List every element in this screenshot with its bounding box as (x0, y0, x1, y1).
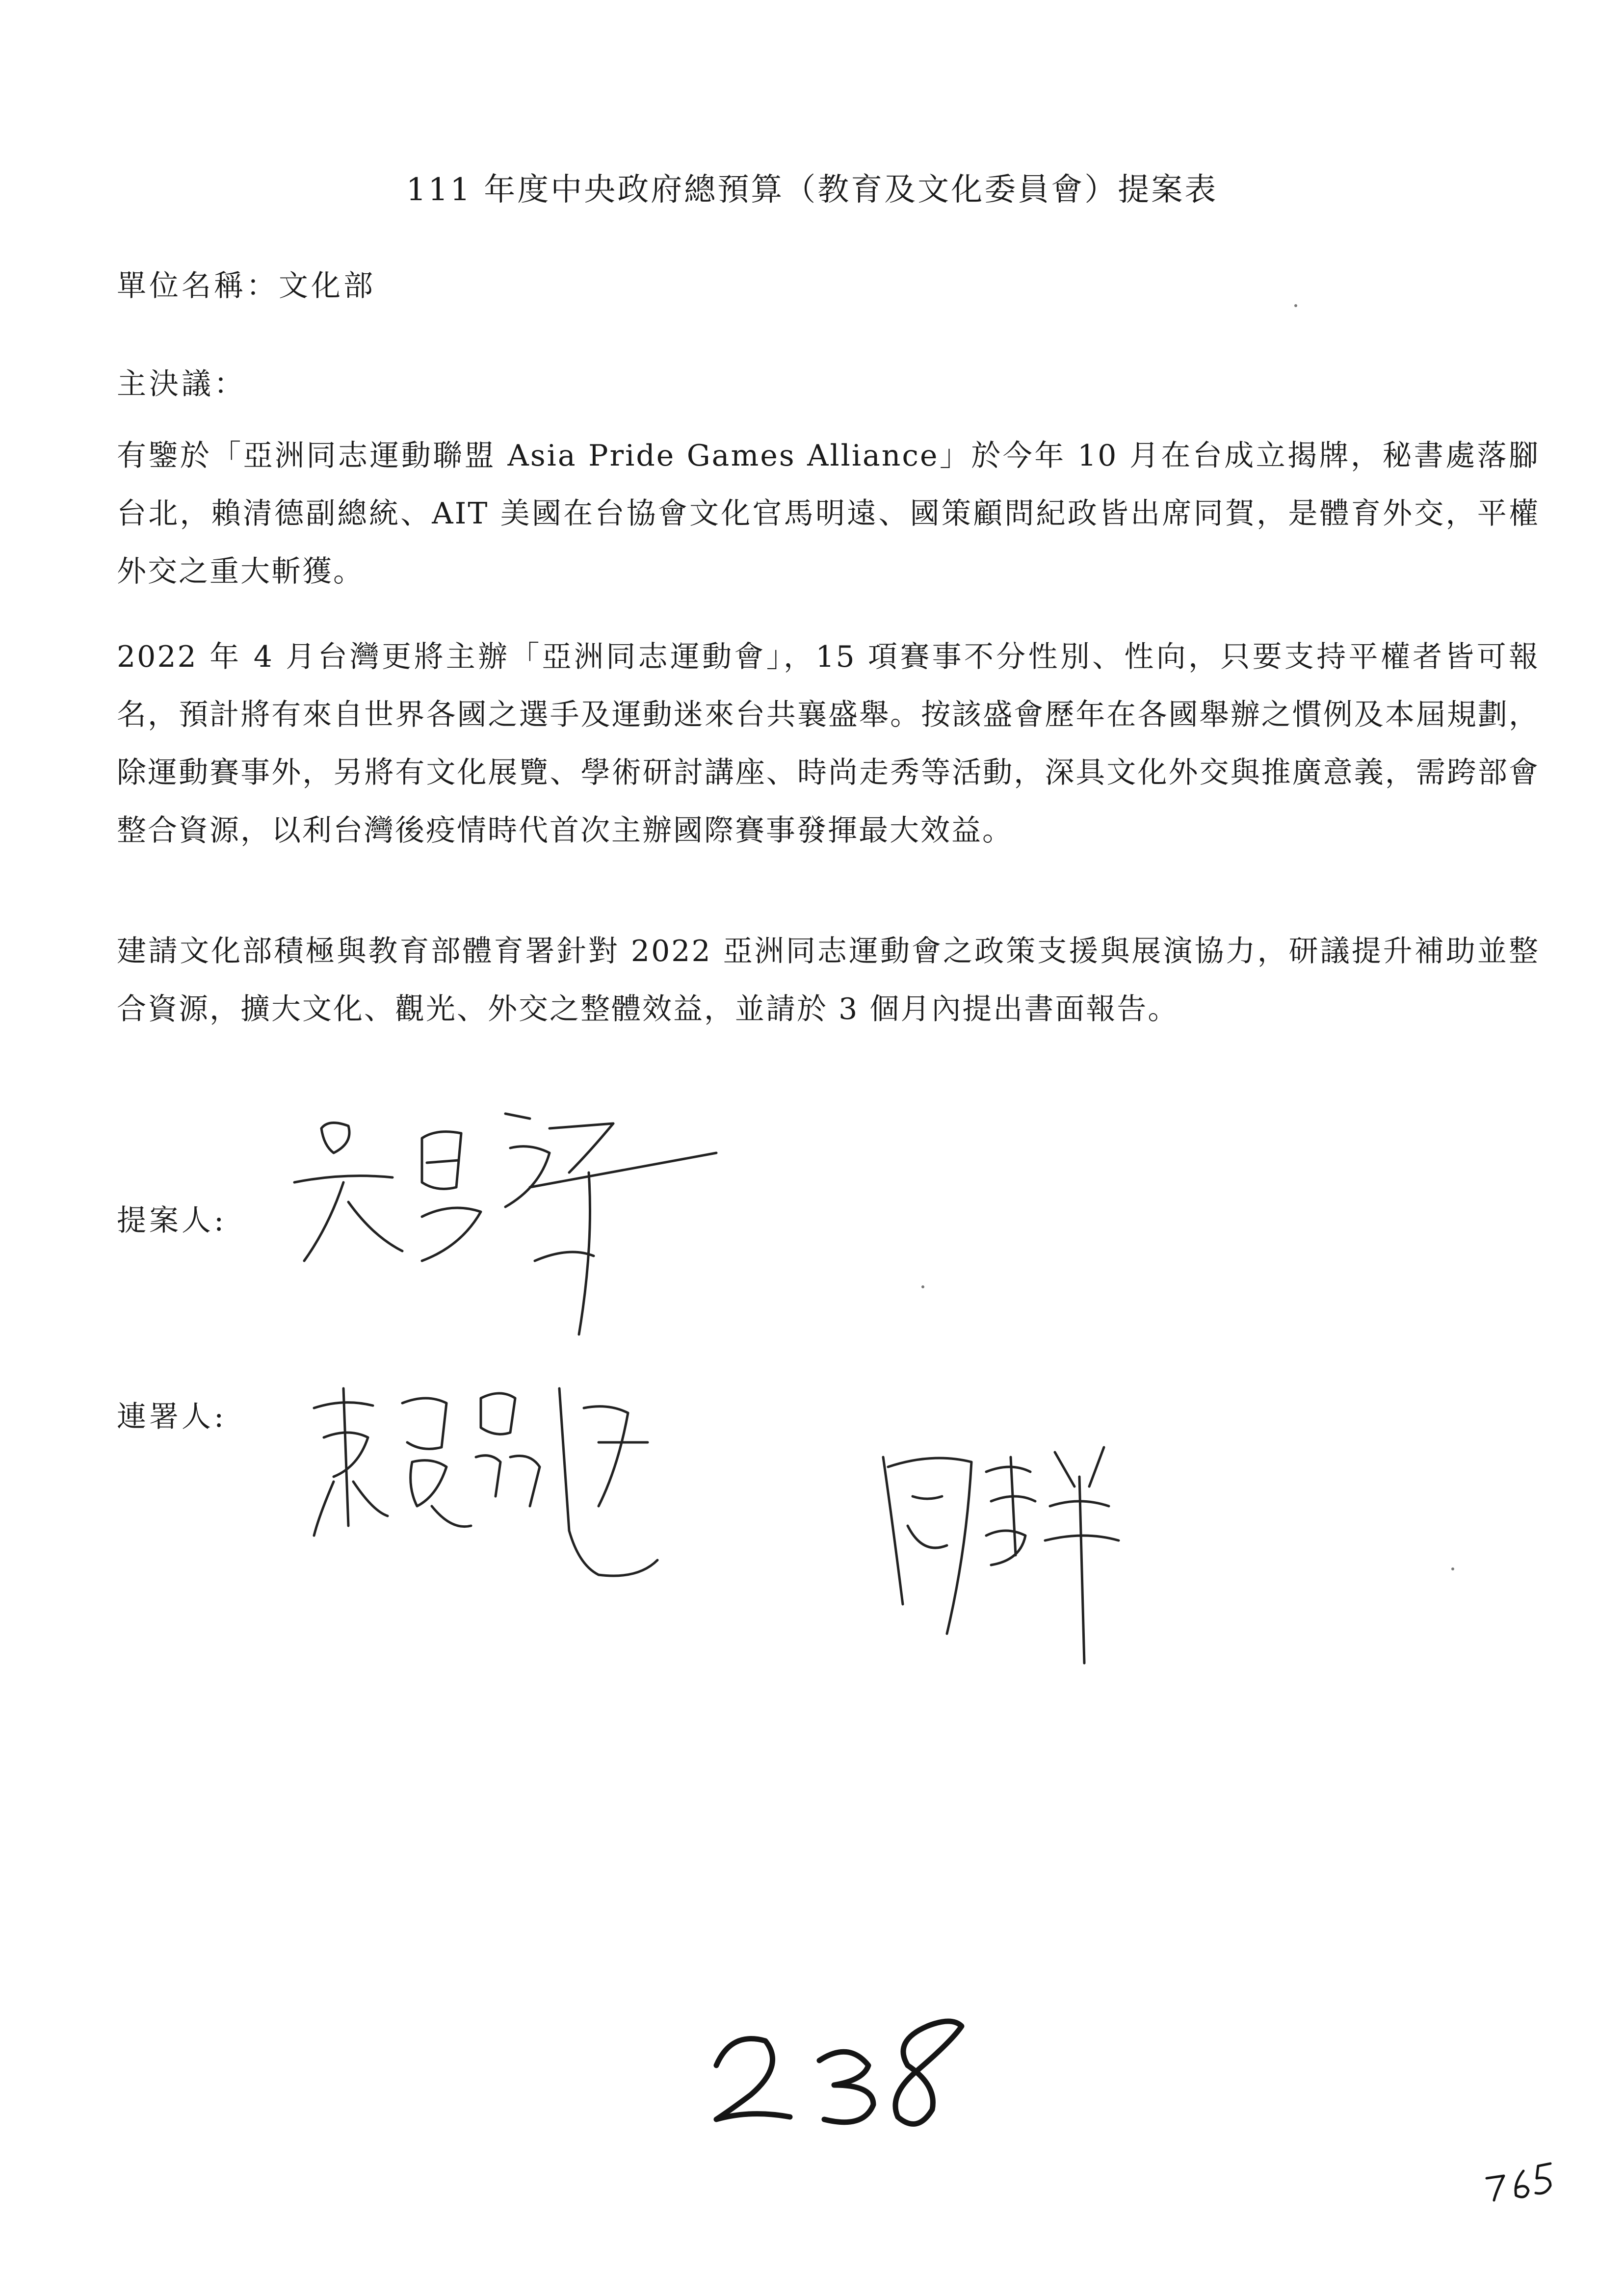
unit-line: 單位名稱：文化部 (117, 269, 376, 303)
document-title: 111 年度中央政府總預算（教育及文化委員會）提案表 (406, 172, 1218, 208)
cosigner-label: 連署人: (117, 1400, 227, 1434)
paragraph-background: 有鑒於「亞洲同志運動聯盟 Asia Pride Games Alliance」於今年 10 月在台成立揭牌，秘書處落腳台北，賴清德副總統、AIT 美國在台協會文化官馬明遠、國策顧問紀政皆出席同賀，是體育外交，平權外交之重大斬獲。 (117, 439, 1540, 589)
cosigner-signature-2 (873, 1428, 1197, 1683)
paragraph-request: 建請文化部積極與教育部體育署針對 2022 亞洲同志運動會之政策支援與展演協力，研議提升補助並整合資源，擴大文化、觀光、外交之整體效益，並請於 3 個月內提出書面報告。 (117, 934, 1540, 1026)
resolution-label: 主決議： (117, 367, 246, 401)
proposer-signature (275, 1099, 707, 1374)
paragraph-event-details: 2022 年 4 月台灣更將主辦「亞洲同志運動會」，15 項賽事不分性別、性向，只要支持平權者皆可報名，預計將有來自世界各國之選手及運動迷來台共襄盛舉。按該盛會歷年在各國舉辦之慣例及本屆規劃，除運動賽事外，另將有文化展覽、學術研討講座、時尚走秀等活動，深具文化外交與推廣意義，需跨部會整合資源，以利台灣後疫情時代首次主辦國際賽事發揮最大效益。 (117, 640, 1540, 848)
scan-speck (1451, 1567, 1454, 1570)
proposer-label: 提案人: (117, 1203, 227, 1238)
handwritten-number-238 (707, 2011, 981, 2139)
cosigner-signature-1 (304, 1369, 697, 1604)
scan-speck (1294, 304, 1297, 307)
scan-speck (921, 1285, 924, 1288)
page-mark-765 (1482, 2154, 1560, 2208)
